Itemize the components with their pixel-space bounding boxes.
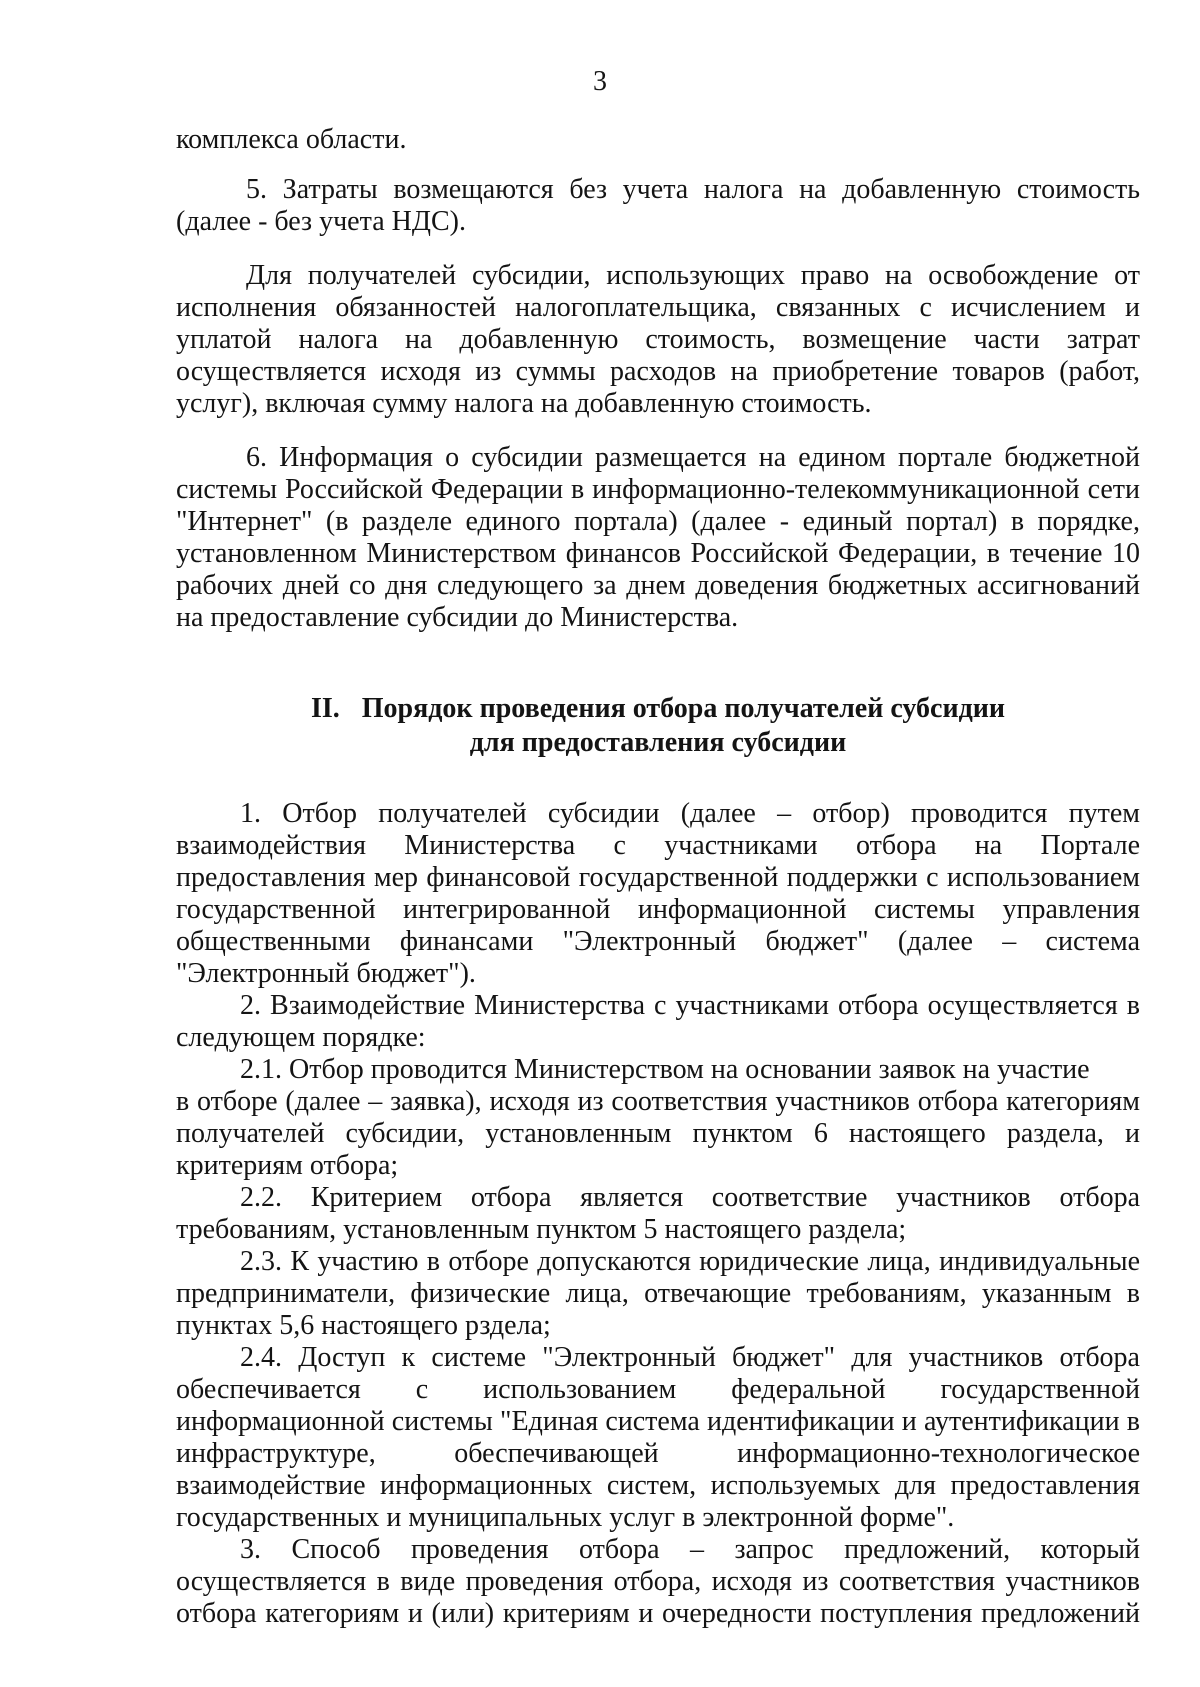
item-3: 3. Способ проведения отбора – запрос предложений, который осуществляется в виде проведения отбора, исходя из соответствия участников отбора категориям и (или) критериям и очередности поступления предложений bbox=[176, 1534, 1140, 1629]
item-2-3: 2.3. К участию в отборе допускаются юридические лица, индивидуальные предприниматели, физические лица, отвечающие требованиям, указанным в пунктах 5,6 настоящего рздела; bbox=[176, 1246, 1140, 1341]
section-title-text-1: Порядок проведения отбора получателей субсидии bbox=[361, 693, 1006, 724]
paragraph-5: 5. Затраты возмещаются без учета налога на добавленную стоимость (далее - без учета НДС). bbox=[176, 174, 1140, 237]
paragraph-5-vat-exemption: Для получателей субсидии, использующих право на освобождение от исполнения обязанностей налогоплательщика, связанных с исчислением и уплатой налога на добавленную стоимость, возмещение части затрат осуществляется исходя из суммы расходов на приобретение товаров (работ, услуг), включая сумму налога на добавленную стоимость. bbox=[176, 260, 1140, 419]
item-2-4: 2.4. Доступ к системе "Электронный бюджет" для участников отбора обеспечивается с использованием федеральной государственной информационной системы "Единая система идентификации и аутентификации в инфраструктуре, обеспечивающей информационно-технологическое взаимодействие информационных систем, используемых для предоставления государственных и муниципальных услуг в электронной форме". bbox=[176, 1342, 1140, 1533]
paragraph-6: 6. Информация о субсидии размещается на едином портале бюджетной системы Российской Федерации в информационно-телекоммуникационной сети "Интернет" (в разделе единого портала) (далее - единый портал) в порядке, установленном Министерством финансов Российской Федерации, в течение 10 рабочих дней со дня следующего за днем доведения бюджетных ассигнований на предоставление субсидии до Министерства. bbox=[176, 442, 1140, 633]
document-body bbox=[176, 124, 1140, 1630]
section-title-line-1 bbox=[176, 692, 1140, 726]
section-title-line-2: для предоставления субсидии bbox=[469, 727, 847, 758]
item-2: 2. Взаимодействие Министерства с участниками отбора осуществляется в следующем порядке: bbox=[176, 990, 1140, 1053]
item-2-1-first-line: 2.1. Отбор проводится Министерством на основании заявок на участие bbox=[240, 1054, 1090, 1085]
item-2-2: 2.2. Критерием отбора является соответствие участников отбора требованиям, установленным пунктом 5 настоящего раздела; bbox=[176, 1182, 1140, 1245]
page-number: 3 bbox=[593, 66, 607, 97]
item-2-1-continuation: в отборе (далее – заявка), исходя из соответствия участников отбора категориям получателей субсидии, установленным пунктом 6 настоящего раздела, и критериям отбора; bbox=[176, 1086, 1140, 1181]
section-heading bbox=[176, 692, 1140, 760]
item-1: 1. Отбор получателей субсидии (далее – отбор) проводится путем взаимодействия Министерства с участниками отбора на Портале предоставления мер финансовой государственной поддержки с использованием государственной интегрированной информационной системы управления общественными финансами "Электронный бюджет" (далее – система "Электронный бюджет"). bbox=[176, 798, 1140, 989]
section-number: II. bbox=[310, 693, 340, 724]
paragraph-continuation: комплекса области. bbox=[176, 124, 407, 155]
